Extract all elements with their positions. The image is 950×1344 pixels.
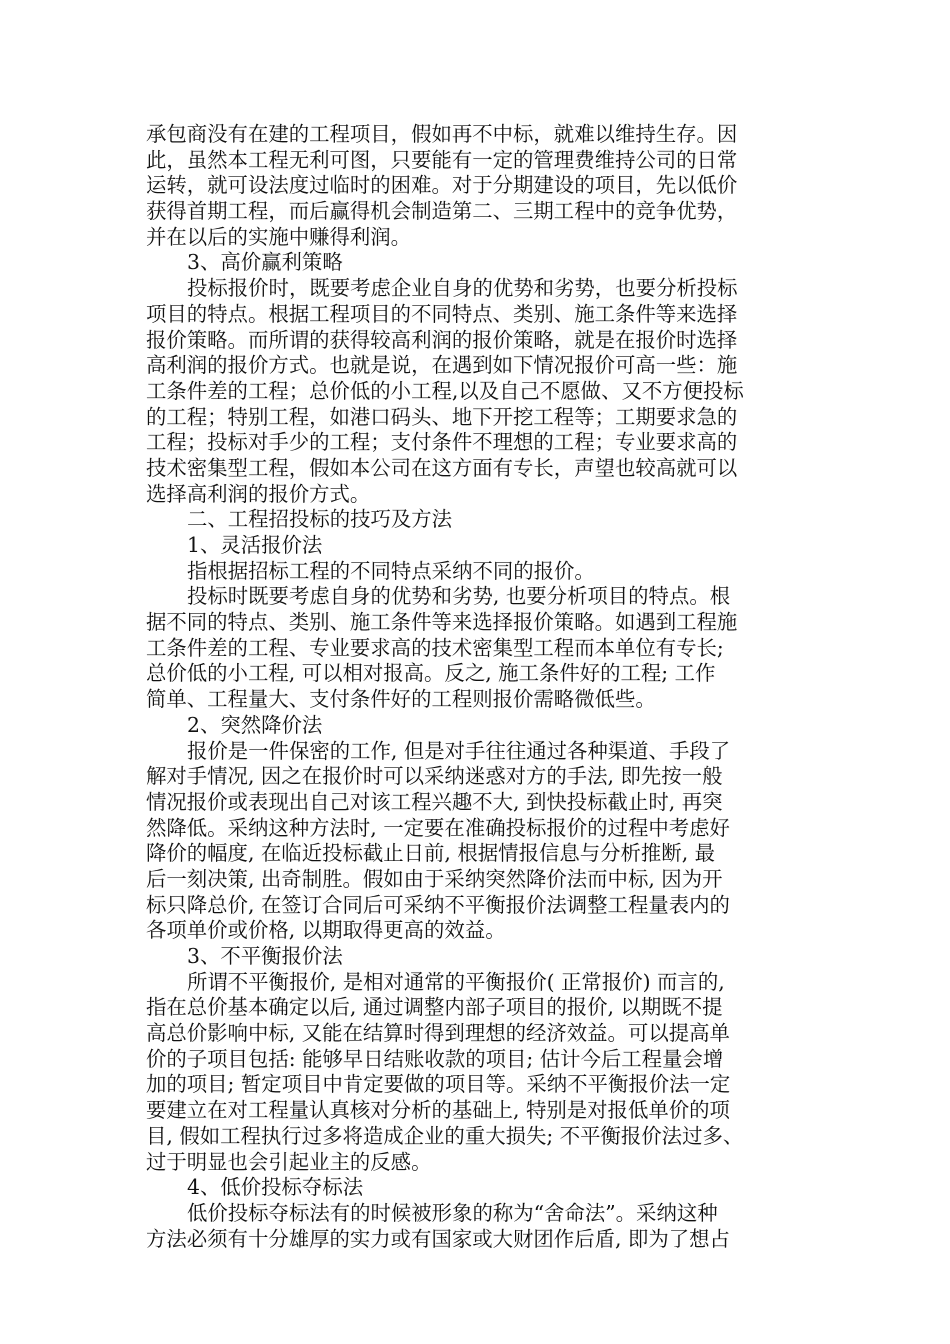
document-page: [146, 122, 802, 1252]
text-line: 据不同的特点、类别、施工条件等来选择报价策略。如遇到工程施: [146, 610, 738, 635]
text-line: 获得首期工程，而后赢得机会制造第二、三期工程中的竞争优势，: [146, 199, 738, 224]
text-line: 2、突然降价法: [187, 712, 323, 737]
text-line: 高利润的报价方式。也就是说，在遇到如下情况报价可高一些：施: [146, 353, 738, 378]
text-line: 低价投标夺标法有的时候被形象的称为“舍命法”。采纳这种: [187, 1200, 718, 1225]
text-line: 指根据招标工程的不同特点采纳不同的报价。: [187, 558, 595, 583]
text-line: 4、低价投标夺标法: [187, 1175, 364, 1200]
text-line: 二、工程招投标的技巧及方法: [187, 507, 453, 532]
text-line: 要建立在对工程量认真核对分析的基础上, 特别是对报低单价的项: [146, 1098, 730, 1123]
text-line: 1、灵活报价法: [187, 533, 323, 557]
text-line: 的工程；特别工程，如港口码头、地下开挖工程等；工期要求急的: [146, 404, 738, 429]
text-line: 工条件差的工程、专业要求高的技术密集型工程而本单位有专长;: [146, 635, 724, 660]
text-line: 所谓不平衡报价, 是相对通常的平衡报价( 正常报价) 而言的,: [187, 969, 725, 994]
text-line: 项目的特点。根据工程项目的不同特点、类别、施工条件等来选择: [146, 301, 738, 326]
text-line: 选择高利润的报价方式。: [146, 481, 371, 506]
text-line: 运转，就可设法度过临时的困难。对于分期建设的项目，先以低价: [146, 173, 738, 198]
text-line: 3、高价赢利策略: [187, 250, 343, 275]
text-line: 报价策略。而所谓的获得较高利润的报价策略，就是在报价时选择: [146, 327, 738, 352]
text-line: 并在以后的实施中赚得利润。: [146, 224, 412, 249]
text-line: 3、不平衡报价法: [187, 944, 343, 968]
text-line: 工程；投标对手少的工程；支付条件不理想的工程；专业要求高的: [146, 430, 738, 455]
text-line: 后一刻决策, 出奇制胜。假如由于采纳突然降价法而中标, 因为开: [146, 866, 723, 891]
text-line: 目, 假如工程执行过多将造成企业的重大损失; 不平衡报价法过多、: [146, 1123, 744, 1148]
text-line: 投标报价时，既要考虑企业自身的优势和劣势，也要分析投标: [187, 276, 738, 301]
text-line: 解对手情况, 因之在报价时可以采纳迷惑对方的手法, 即先按一般: [146, 764, 723, 789]
text-line: 降价的幅度, 在临近投标截止日前, 根据情报信息与分析推断, 最: [146, 841, 716, 866]
text-line: 指在总价基本确定以后, 通过调整内部子项目的报价, 以期既不提: [146, 995, 723, 1020]
text-line: 过于明显也会引起业主的反感。: [146, 1149, 432, 1174]
text-line: 工条件差的工程；总价低的小工程,以及自己不愿做、又不方便投标: [146, 378, 744, 403]
text-line: 此，虽然本工程无利可图，只要能有一定的管理费维持公司的日常: [146, 147, 738, 172]
text-line: 方法必须有十分雄厚的实力或有国家或大财团作后盾, 即为了想占: [146, 1226, 730, 1251]
text-line: 承包商没有在建的工程项目，假如再不中标，就难以维持生存。因: [146, 122, 738, 146]
text-line: 价的子项目包括: 能够早日结账收款的项目; 估计今后工程量会增: [146, 1046, 724, 1071]
text-line: 简单、工程量大、支付条件好的工程则报价需略微低些。: [146, 687, 656, 712]
text-line: 情况报价或表现出自己对该工程兴趣不大, 到快投标截止时, 再突: [146, 789, 723, 814]
text-line: 报价是一件保密的工作, 但是对手往往通过各种渠道、手段了: [187, 738, 731, 763]
text-line: 各项单价或价格, 以期取得更高的效益。: [146, 918, 506, 943]
text-line: 总价低的小工程, 可以相对报高。反之, 施工条件好的工程; 工作: [146, 661, 716, 686]
text-line: 投标时既要考虑自身的优势和劣势, 也要分析项目的特点。根: [187, 584, 731, 609]
text-line: 高总价影响中标, 又能在结算时得到理想的经济效益。可以提高单: [146, 1021, 730, 1046]
text-line: 标只降总价, 在签订合同后可采纳不平衡报价法调整工程量表内的: [146, 892, 730, 917]
text-line: 加的项目; 暂定项目中肯定要做的项目等。采纳不平衡报价法一定: [146, 1072, 731, 1097]
text-line: 技术密集型工程，假如本公司在这方面有专长，声望也较高就可以: [146, 455, 738, 480]
text-line: 然降低。采纳这种方法时, 一定要在准确投标报价的过程中考虑好: [146, 815, 730, 840]
